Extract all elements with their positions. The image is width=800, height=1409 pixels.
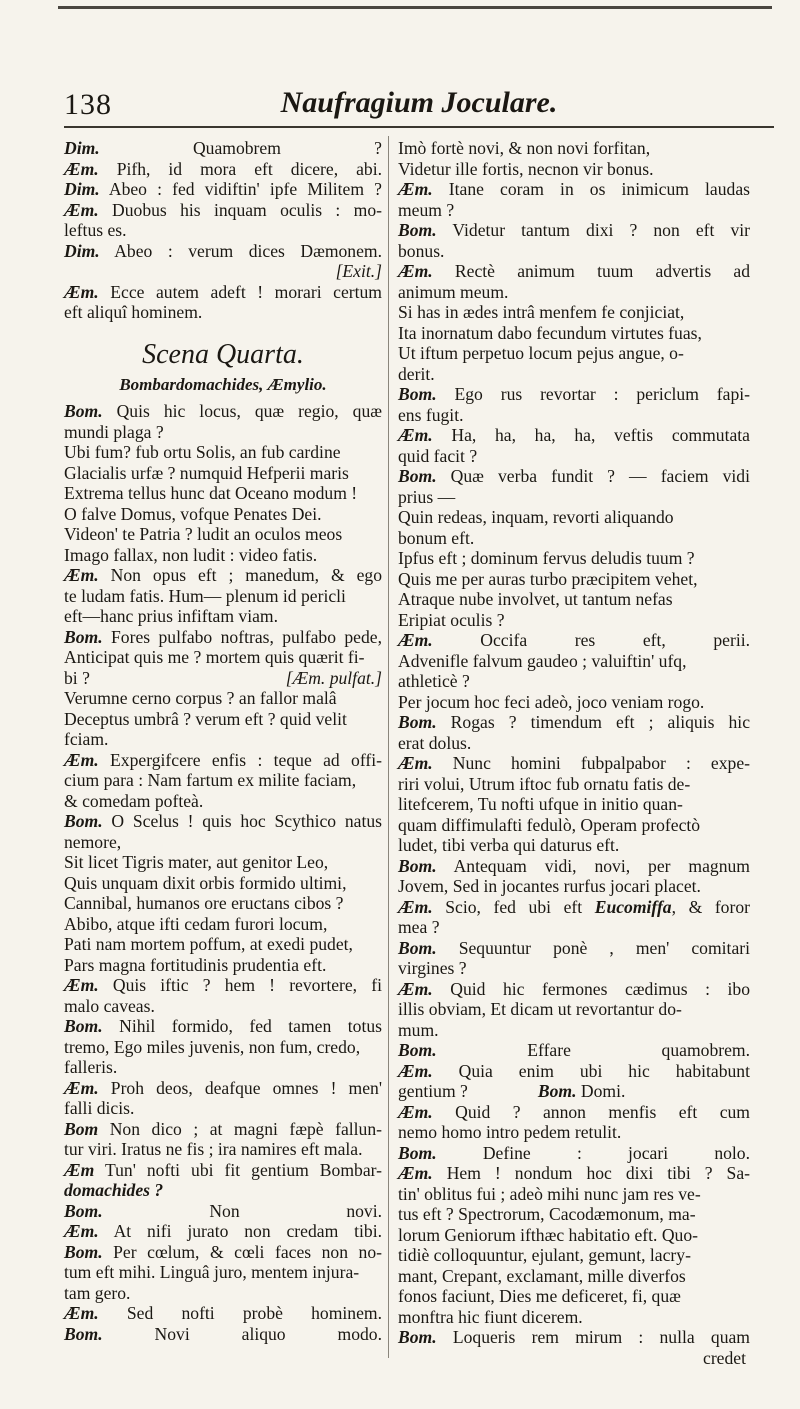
- speech-text: Quis hic locus, quæ regio, quæ: [102, 401, 382, 421]
- speech-text: Define : jocari nolo.: [436, 1142, 750, 1163]
- speech-line: [64, 159, 382, 180]
- speech-line: [64, 200, 382, 221]
- verse-text: Sit licet Tigris mater, aut genitor Leo,: [64, 852, 329, 872]
- verse-line: [64, 606, 382, 627]
- speaker-name: Bom.: [398, 937, 437, 958]
- speaker-name: Bom.: [398, 1040, 437, 1060]
- speech-line: [64, 282, 382, 303]
- verse-line: [398, 548, 750, 569]
- verse-text: Advenifle falvum gaudeo ; valuiftin' ufq,: [398, 650, 687, 671]
- verse-text: Deceptus umbrâ ? verum eft ? quid velit: [64, 708, 347, 729]
- speaker-name: Bom.: [64, 1016, 103, 1036]
- running-title: Naufragium Joculare.: [280, 86, 558, 119]
- verse-text: & comedam pofteà.: [64, 790, 204, 811]
- verse-line: [64, 647, 382, 668]
- speech-line: [398, 220, 750, 241]
- verse-line: [398, 835, 750, 856]
- verse-line: [64, 770, 382, 791]
- speaker-name: Dim.: [64, 179, 100, 199]
- speech-text: Expergifcere enfis : teque ad offi-: [98, 749, 382, 770]
- verse-text: bonum eft.: [398, 527, 475, 548]
- speaker-name: Æm.: [64, 1303, 99, 1323]
- verse-text: Ipfus eft ; dominum fervus deludis tuum ?: [398, 548, 695, 568]
- verse-line: [64, 1057, 382, 1078]
- verse-line: [398, 815, 750, 836]
- scene-title: Scena Quarta.: [142, 338, 304, 370]
- speaker-name: Bom.: [64, 401, 103, 421]
- speaker-name: Æm.: [64, 1077, 99, 1098]
- verse-line: [64, 709, 382, 730]
- speech-text: Abeo : fed vidiftin' ipfe Militem ?: [99, 179, 382, 199]
- verse-line: [398, 1225, 750, 1246]
- speech-line: [64, 565, 382, 586]
- speech-text: Ego rus revortar : periclum fapi-: [436, 384, 750, 404]
- speech-text: Fores pulfabo noftras, pulfabo pede,: [102, 626, 382, 647]
- verse-text: ens fugit.: [398, 404, 464, 425]
- speech-text: Videtur tantum dixi ? non eft vir: [436, 220, 750, 240]
- verse-line: [64, 1098, 382, 1119]
- speech-line: [398, 753, 750, 774]
- verse-line: [398, 1307, 750, 1328]
- character-name: Eucomiffa: [594, 896, 672, 917]
- speech-line: [64, 1016, 382, 1037]
- speech-line: [64, 1201, 382, 1222]
- verse-text: riri volui, Utrum iftoc fub ornatu fatis de-: [398, 773, 691, 794]
- verse-line: [398, 343, 750, 364]
- speech-text: Domi.: [576, 1081, 626, 1101]
- verse-text: litefcerem, Tu nofti ufque in initio quan-: [398, 794, 683, 814]
- speech-line: [398, 179, 750, 200]
- verse-text: nemore,: [64, 831, 122, 852]
- verse-line: [398, 774, 750, 795]
- verse-text: erat dolus.: [398, 732, 472, 753]
- verse-line: [64, 524, 382, 545]
- verse-line: [64, 586, 382, 607]
- speech-text: Quia enim ubi hic habitabunt: [432, 1060, 750, 1081]
- verse-text: Imago fallax, non ludit : video fatis.: [64, 544, 318, 565]
- verse-line: [398, 733, 750, 754]
- speech-line: [64, 1160, 382, 1181]
- verse-text: Pars magna fortitudinis prudentia eft.: [64, 954, 327, 975]
- verse-text: cium para : Nam fartum ex milite faciam,: [64, 770, 357, 790]
- verse-text: fciam.: [64, 729, 109, 749]
- speech-text: Quid ? annon menfis eft cum: [432, 1101, 750, 1122]
- speech-line: [398, 425, 750, 446]
- verse-text: bonus.: [398, 240, 445, 261]
- verse-line: [398, 1266, 750, 1287]
- speaker-name: Æm.: [64, 1221, 99, 1241]
- verse-text: Videon' te Patria ? ludit an oculos meos: [64, 524, 343, 544]
- verse-text: derit.: [398, 363, 435, 384]
- verse-text: Atraque nube involvet, ut tantum nefas: [398, 589, 673, 609]
- speech-line: [398, 630, 750, 651]
- speaker-name: Æm.: [64, 565, 99, 585]
- verse-text: meum ?: [398, 199, 455, 220]
- verse-text: athleticè ?: [398, 671, 470, 691]
- speech-text: Rectè animum tuum advertis ad: [432, 261, 750, 281]
- verse-line: [64, 483, 382, 504]
- speaker-name: Bom.: [64, 811, 103, 831]
- verse-text: quid facit ?: [398, 445, 478, 466]
- verse-line: [398, 528, 750, 549]
- speaker-name: Bom.: [398, 384, 437, 404]
- stage-direction: [Æm. pulfat.]: [285, 667, 382, 688]
- speech-line: [64, 750, 382, 771]
- verse-text: Pati nam mortem poffum, at exedi pudet,: [64, 934, 353, 954]
- verse-line: [64, 422, 382, 443]
- top-rule: [58, 6, 772, 9]
- verse-text: Imò fortè novi, & non novi forfitan,: [398, 138, 651, 158]
- speech-line: [398, 1040, 750, 1061]
- speech-line: [64, 1221, 382, 1242]
- speaker-name: Bom.: [398, 1142, 437, 1163]
- speech-text: Ha, ha, ha, ha, veftis commutata: [432, 425, 750, 445]
- speaker-name: Bom: [64, 1118, 99, 1139]
- verse-line: [398, 446, 750, 467]
- verse-text: Videtur ille fortis, necnon vir bonus.: [398, 158, 654, 179]
- speech-text: Non novi.: [102, 1200, 382, 1221]
- verse-text: animum meum.: [398, 281, 509, 302]
- verse-line: [398, 1286, 750, 1307]
- speech-text: Novi aliquo modo.: [102, 1323, 382, 1344]
- speaker-name: Æm.: [398, 978, 433, 999]
- speech-text: Nunc homini fubpalpabor : expe-: [432, 753, 750, 773]
- speech-text: Itane coram in os inimicum laudas: [432, 179, 750, 199]
- speech-text: Rogas ? timendum eft ; aliquis hic: [436, 712, 750, 732]
- speech-line: [398, 856, 750, 877]
- speaker-name: Æm.: [64, 158, 99, 179]
- speech-text: Abeo : verum dices Dæmonem.: [99, 240, 382, 261]
- speech-line: [398, 712, 750, 733]
- verse-line: [398, 876, 750, 897]
- verse-text: tremo, Ego miles juvenis, non fum, credo,: [64, 1036, 361, 1057]
- verse-line: [64, 852, 382, 873]
- verse-line: [64, 1283, 382, 1304]
- speaker-name: Æm.: [398, 896, 433, 917]
- speaker-name: Dim.: [64, 138, 100, 158]
- speech-line: [64, 1242, 382, 1263]
- verse-line: [398, 1020, 750, 1041]
- speaker-name: Æm.: [398, 1060, 433, 1081]
- speaker-name: Æm.: [398, 425, 433, 445]
- catchword-text: credet: [703, 1347, 746, 1368]
- speaker-name: Bom.: [64, 1200, 103, 1221]
- speech-text: Scio, fed ubi eft: [432, 896, 595, 917]
- column-divider: [388, 136, 389, 1358]
- verse-line: [398, 159, 750, 180]
- verse-text: Glacialis urfæ ? numquid Hefperii maris: [64, 462, 349, 483]
- left-column: [64, 138, 382, 1344]
- speech-text: Proh deos, deafque omnes ! men': [98, 1077, 382, 1098]
- speaker-name: Æm.: [64, 975, 99, 995]
- verse-line: [64, 791, 382, 812]
- speaker-name: Bom.: [64, 1323, 103, 1344]
- verse-text: quam diffimulafti fedulò, Operam profectò: [398, 814, 701, 835]
- verse-text: te ludam fatis. Hum— plenum id pericli: [64, 585, 346, 606]
- verse-text: tus eft ? Spectrorum, Cacodæmonum, ma-: [398, 1204, 696, 1224]
- speech-text: Occifa res eft, perii.: [432, 630, 750, 650]
- verse-line: [398, 917, 750, 938]
- verse-line: [398, 569, 750, 590]
- speech-line: [398, 979, 750, 1000]
- verse-text: Quis me per auras turbo præcipitem vehet,: [398, 568, 698, 589]
- speech-text: , & foror: [671, 896, 750, 917]
- speech-text: Quamobrem ?: [99, 138, 382, 158]
- speech-line: [64, 138, 382, 159]
- verse-line: [64, 220, 382, 241]
- speech-text: Quis iftic ? hem ! revortere, fi: [98, 975, 382, 995]
- speech-line: [64, 401, 382, 422]
- verse-text: nemo homo intro pedem retulit.: [398, 1122, 622, 1142]
- speaker-name: Bom.: [64, 1241, 103, 1262]
- verse-text: O falve Domus, vofque Penates Dei.: [64, 503, 322, 524]
- speech-text: Effare quamobrem.: [436, 1040, 750, 1060]
- speaker-name: Æm.: [398, 1163, 433, 1183]
- header-rule: [64, 126, 774, 128]
- speech-text: Hem ! nondum hoc dixi tibi ? Sa-: [432, 1163, 750, 1183]
- speaker-name: Æm.: [398, 261, 433, 281]
- speech-line: [398, 466, 750, 487]
- speaker-name: Æm.: [64, 199, 99, 220]
- speech-text: Nihil formido, fed tamen totus: [102, 1016, 382, 1036]
- verse-text: virgines ?: [398, 958, 467, 978]
- verse-text: fonos faciunt, Dies me deficeret, fi, quæ: [398, 1286, 681, 1306]
- speech-text: Non dico ; at magni fæpè fallun-: [98, 1118, 382, 1139]
- speaker-name: Bom.: [537, 1081, 577, 1101]
- verse-text: mum.: [398, 1019, 439, 1040]
- verse-line: [64, 1139, 382, 1160]
- verse-line: [398, 138, 750, 159]
- speech-line: [64, 1119, 382, 1140]
- verse-text: Quis unquam dixit orbis formido ultimi,: [64, 872, 347, 893]
- verse-line: [64, 873, 382, 894]
- verse-line: [64, 545, 382, 566]
- verse-line: [398, 1122, 750, 1143]
- speaker-name: Æm.: [398, 753, 433, 773]
- verse-line: [398, 1081, 750, 1102]
- speech-line: [64, 1303, 382, 1324]
- verse-text: falli dicis.: [64, 1098, 135, 1118]
- verse-text: mant, Crepant, exclamant, mille diverfos: [398, 1265, 686, 1286]
- verse-text: Anticipat quis me ? mortem quis quærit fi-: [64, 647, 365, 667]
- verse-line: [398, 692, 750, 713]
- verse-line: [398, 323, 750, 344]
- page-header: [64, 84, 774, 124]
- verse-text: malo caveas.: [64, 995, 155, 1016]
- speech-text: O Scelus ! quis hoc Scythico natus: [102, 811, 382, 831]
- verse-line: [64, 442, 382, 463]
- stage-direction: [Exit.]: [335, 261, 382, 281]
- speech-line: [398, 384, 750, 405]
- verse-text: Cannibal, humanos ore eructans cibos ?: [64, 893, 344, 913]
- speech-text: Antequam vidi, novi, per magnum: [436, 855, 750, 876]
- speech-line: [64, 627, 382, 648]
- verse-line: [398, 958, 750, 979]
- speech-text: Per cœlum, & cœli faces non no-: [102, 1241, 382, 1262]
- catchword: [398, 1348, 750, 1369]
- speech-text: Tun' nofti ubi fit gentium Bombar-: [94, 1159, 382, 1180]
- verse-line: [64, 688, 382, 709]
- verse-line: [398, 794, 750, 815]
- speaker-name: Bom.: [398, 220, 437, 240]
- personae-names: Bombardomachides, Æmylio.: [119, 374, 327, 394]
- speech-text: Non opus eft ; manedum, & ego: [98, 565, 382, 585]
- verse-text: Quin redeas, inquam, revorti aliquando: [398, 507, 674, 527]
- verse-line: [398, 200, 750, 221]
- speaker-name: Dim.: [64, 240, 100, 261]
- speech-line: [398, 1327, 750, 1348]
- stage-direction-line: [64, 261, 382, 282]
- speech-line: [398, 1163, 750, 1184]
- verse-line: [64, 1262, 382, 1283]
- verse-text: eft aliquî hominem.: [64, 302, 203, 322]
- verse-line: [64, 893, 382, 914]
- verse-text: illis obviam, Et dicam ut revortantur do-: [398, 999, 682, 1019]
- speaker-name: Æm: [64, 1159, 95, 1180]
- verse-line: [64, 832, 382, 853]
- speaker-name: Bom.: [398, 855, 437, 876]
- verse-line: [64, 1037, 382, 1058]
- verse-text: leftus es.: [64, 220, 127, 240]
- speech-line: [64, 1078, 382, 1099]
- speech-line: [64, 975, 382, 996]
- verse-text: ludet, tibi verba qui daturus eft.: [398, 835, 620, 855]
- dramatis-personae: [64, 375, 382, 402]
- character-name: domachides ?: [64, 1180, 164, 1200]
- verse-line: [64, 1180, 382, 1201]
- speech-line: [64, 1324, 382, 1345]
- speech-text: Duobus his inquam oculis : mo-: [98, 199, 382, 220]
- verse-line: [398, 671, 750, 692]
- verse-text: Ut iftum perpetuo locum pejus angue, o-: [398, 343, 684, 363]
- verse-text: Verumne cerno corpus ? an fallor malâ: [64, 688, 337, 708]
- verse-line: [398, 302, 750, 323]
- verse-text: Jovem, Sed in jocantes rurfus jocari placet.: [398, 876, 701, 896]
- verse-text: Extrema tellus hunc dat Oceano modum !: [64, 483, 358, 503]
- speaker-name: Æm.: [64, 281, 99, 302]
- verse-text: tidiè colloquuntur, ejulant, gemunt, lacry-: [398, 1245, 691, 1265]
- verse-line: [64, 914, 382, 935]
- speech-text: Quæ verba fundit ? — faciem vidi: [436, 466, 750, 486]
- verse-line: [64, 302, 382, 323]
- verse-line: [398, 282, 750, 303]
- verse-line: [398, 405, 750, 426]
- verse-line: [64, 729, 382, 750]
- verse-line: [398, 651, 750, 672]
- speaker-name: Æm.: [398, 630, 433, 650]
- verse-line: [398, 364, 750, 385]
- verse-text: mea ?: [398, 917, 440, 937]
- verse-line: [398, 589, 750, 610]
- verse-text: Ubi fum? fub ortu Solis, an fub cardine: [64, 442, 341, 462]
- verse-line: [398, 487, 750, 508]
- speech-line: [398, 1143, 750, 1164]
- verse-text: prius —: [398, 486, 456, 507]
- speech-line: [64, 811, 382, 832]
- scene-heading: [64, 323, 382, 375]
- speaker-name: Æm.: [64, 749, 99, 770]
- verse-line: [64, 955, 382, 976]
- verse-line: [64, 934, 382, 955]
- speech-line: [398, 261, 750, 282]
- verse-text: monftra hic fiunt dicerem.: [398, 1306, 583, 1327]
- speech-line: [398, 897, 750, 918]
- verse-text: falleris.: [64, 1057, 118, 1077]
- speech-text: Sequuntur ponè , men' comitari: [436, 937, 750, 958]
- verse-text: tum eft mihi. Linguâ juro, mentem injura-: [64, 1262, 360, 1282]
- verse-text: mundi plaga ?: [64, 421, 164, 442]
- verse-line: [398, 999, 750, 1020]
- verse-line: [398, 610, 750, 631]
- verse-text: Eripiat oculis ?: [398, 609, 505, 630]
- verse-line: [398, 1184, 750, 1205]
- verse-line: [398, 507, 750, 528]
- speaker-name: Bom.: [398, 1327, 437, 1347]
- verse-line: [398, 1204, 750, 1225]
- verse-line: [64, 996, 382, 1017]
- page-number: 138: [64, 88, 112, 121]
- verse-line: [398, 1245, 750, 1266]
- verse-line: [398, 241, 750, 262]
- speech-line: [398, 1102, 750, 1123]
- speaker-name: Bom.: [64, 626, 103, 647]
- verse-text: Abibo, atque ifti cedam furori locum,: [64, 913, 328, 934]
- speaker-name: Æm.: [398, 179, 433, 199]
- verse-line: [64, 668, 382, 689]
- verse-line: [64, 504, 382, 525]
- verse-line: [64, 463, 382, 484]
- verse-text: lorum Geniorum ifthæc habitatio eft. Quo-: [398, 1224, 699, 1245]
- speech-text: Loqueris rem mirum : nulla quam: [436, 1327, 750, 1347]
- right-column: [398, 138, 750, 1368]
- speech-text: Sed nofti probè hominem.: [98, 1303, 382, 1323]
- verse-text: Si has in ædes intrâ menfem fe conjiciat,: [398, 302, 685, 322]
- verse-text: tin' oblitus fui ; adeò mihi nunc jam res ve-: [398, 1183, 701, 1204]
- speech-text: Ecce autem adeft ! morari certum: [98, 281, 382, 302]
- speaker-name: Bom.: [398, 466, 437, 486]
- verse-text: gentium ?: [398, 1081, 468, 1101]
- verse-text: Ita inornatum dabo fecundum virtutes fuas,: [398, 322, 702, 343]
- speaker-name: Æm.: [398, 1101, 433, 1122]
- speech-line: [398, 938, 750, 959]
- verse-text: bi ?: [64, 667, 90, 688]
- speech-text: At nifi jurato non credam tibi.: [98, 1221, 382, 1241]
- speech-text: Quid hic fermones cædimus : ibo: [432, 978, 750, 999]
- verse-text: eft—hanc prius infiftam viam.: [64, 606, 278, 626]
- speaker-name: Bom.: [398, 712, 437, 732]
- speech-line: [64, 241, 382, 262]
- verse-text: tam gero.: [64, 1282, 131, 1303]
- verse-text: tur viri. Iratus ne fis ; ira namires eft mala.: [64, 1139, 363, 1159]
- speech-line: [64, 179, 382, 200]
- verse-text: Per jocum hoc feci adeò, joco veniam rogo.: [398, 691, 705, 712]
- speech-text: Pifh, id mora eft dicere, abi.: [98, 158, 382, 179]
- speech-line: [398, 1061, 750, 1082]
